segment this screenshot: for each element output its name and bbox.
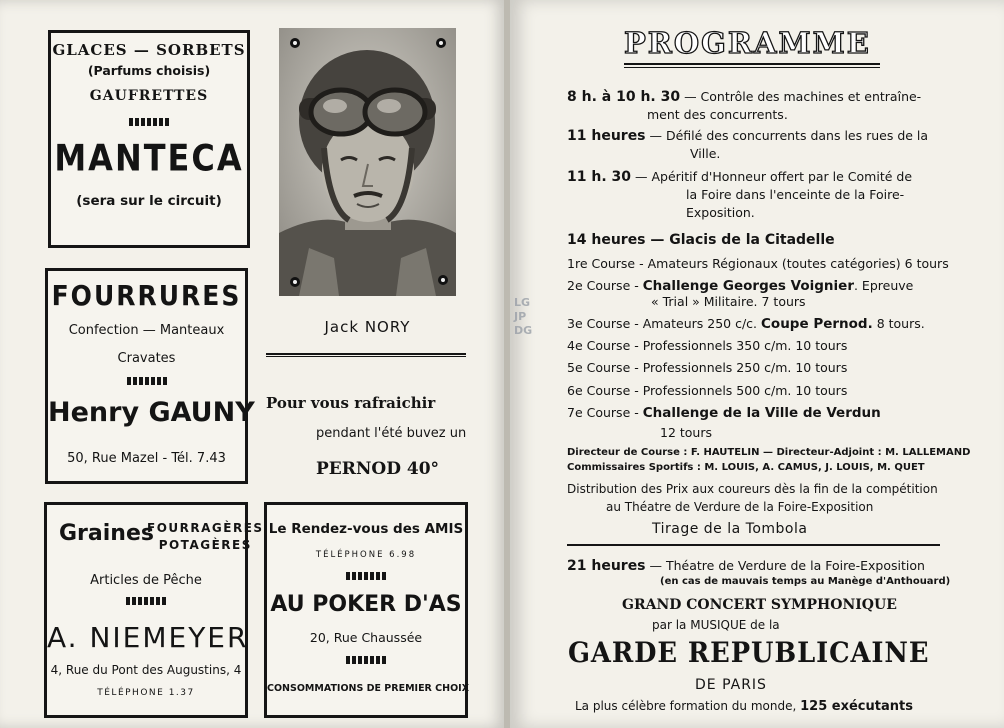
concert-by: par la MUSIQUE de la <box>652 618 780 632</box>
ad-graines-line1: Articles de Pêche <box>90 573 202 588</box>
ad-manteca-brand: MANTECA <box>54 136 244 180</box>
rider-portrait-icon <box>279 28 456 296</box>
ad-fourrures <box>45 268 255 484</box>
item-text: — Contrôle des machines et entraîne- <box>684 89 922 104</box>
course-2-cont: « Trial » Militaire. 7 tours <box>651 294 806 309</box>
item-text-cont: Exposition. <box>686 205 755 220</box>
ad-poker-footer: CONSOMMATIONS DE PREMIER CHOIX <box>267 683 470 694</box>
ad-fourrures-name: Henry GAUNY <box>48 397 255 428</box>
ad-manteca-line2: (Parfums choisis) <box>87 63 211 78</box>
item-time: 11 h. 30 <box>567 169 631 185</box>
course-3 <box>567 316 925 332</box>
ad-manteca-note: (sera sur le circuit) <box>76 193 222 209</box>
concert-title: GRAND CONCERT SYMPHONIQUE <box>622 597 897 613</box>
ornament-icon <box>129 118 169 126</box>
course-title: Challenge de la Ville de Verdun <box>642 405 881 421</box>
programme-title: PROGRAMME <box>624 26 871 60</box>
title-underline <box>624 67 880 68</box>
ad-graines-name: A. NIEMEYER <box>47 621 249 654</box>
ad-pernod-product: PERNOD 40° <box>316 459 440 479</box>
divider <box>266 356 466 357</box>
item-text: — Apéritif d'Honneur offert par le Comité de <box>634 169 913 184</box>
ad-pernod-line2: pendant l'été buvez un <box>316 426 467 441</box>
stamp-line-1: LG <box>514 296 531 309</box>
ad-poker-line1: Le Rendez-vous des AMIS <box>268 521 464 537</box>
course-dash: - <box>634 278 639 293</box>
course-text: - Professionnels 350 c/m. 10 tours <box>634 338 848 353</box>
ad-fourrures-address: 50, Rue Mazel - Tél. 7.43 <box>67 451 226 466</box>
footer-text: La plus célèbre formation du monde, <box>575 699 797 713</box>
ad-poker-phone: TÉLÉPHONE 6.98 <box>315 550 417 560</box>
course-number: 5e Course <box>567 360 631 375</box>
ornament-icon <box>346 656 386 664</box>
library-stamp <box>514 296 550 348</box>
item-text: — Théatre de Verdure de la Foire-Exposition <box>649 558 925 573</box>
divider <box>266 353 466 355</box>
course-number: 3e Course <box>567 316 631 331</box>
item-text-cont: Ville. <box>690 146 721 161</box>
ornament-icon <box>127 377 167 385</box>
course-text: 8 tours. <box>876 316 925 331</box>
course-5 <box>567 360 847 375</box>
officials-line-1: Directeur de Course : F. HAUTELIN — Directeur-Adjoint : M. LALLEMAND <box>567 447 971 458</box>
item-time: 21 heures <box>567 558 646 574</box>
course-7-cont: 12 tours <box>660 425 713 440</box>
course-number: 7e Course <box>567 405 631 420</box>
course-text: - Professionnels 500 c/m. 10 tours <box>634 383 848 398</box>
course-4 <box>567 338 847 353</box>
stamp-line-2: JP <box>514 310 527 323</box>
course-2 <box>567 278 913 294</box>
prizes-line-1: Distribution des Prix aux coureurs dès la fin de la compétition <box>567 482 938 496</box>
course-text: . Epreuve <box>853 278 914 293</box>
ad-fourrures-line1: Confection — Manteaux <box>68 323 225 338</box>
officials-line-2: Commissaires Sportifs : M. LOUIS, A. CAMUS, J. LOUIS, M. QUET <box>567 462 925 473</box>
evening-note: (en cas de mauvais temps au Manège d'Anthouard) <box>660 576 951 587</box>
item-text: — Défilé des concurrents dans les rues de la <box>649 128 929 143</box>
programme-item-3 <box>567 169 912 185</box>
course-7 <box>567 405 881 421</box>
ad-fourrures-line2: Cravates <box>117 351 176 366</box>
ad-poker-name: AU POKER D'AS <box>270 592 462 617</box>
course-number: 4e Course <box>567 338 631 353</box>
item-time: 8 h. à 10 h. 30 <box>567 89 681 105</box>
tombola: Tirage de la Tombola <box>652 521 808 537</box>
course-number: 1re Course <box>567 256 636 271</box>
ad-poker-address: 20, Rue Chaussée <box>309 630 423 645</box>
course-title: Challenge Georges Voignier <box>642 278 854 294</box>
ornament-icon <box>126 597 166 605</box>
divider <box>567 544 940 546</box>
ornament-icon <box>346 572 386 580</box>
ad-graines-type-2: POTAGÈRES <box>158 538 252 552</box>
item-time: 11 heures <box>567 128 646 144</box>
course-1 <box>567 256 949 271</box>
course-number: 2e Course <box>567 278 631 293</box>
ad-fourrures-title: FOURRURES <box>51 279 242 312</box>
ad-poker <box>264 502 468 718</box>
band-city: DE PARIS <box>695 677 767 693</box>
course-number: 6e Course <box>567 383 631 398</box>
band-name: GARDE REPUBLICAINE <box>568 636 930 669</box>
programme-item-2 <box>567 128 928 144</box>
programme-item-1 <box>567 89 921 105</box>
item-text-cont: ment des concurrents. <box>647 107 788 122</box>
programme-footer <box>575 699 913 714</box>
afternoon-heading: 14 heures — Glacis de la Citadelle <box>567 232 835 248</box>
item-text-cont: la Foire dans l'enceinte de la Foire- <box>686 187 905 202</box>
course-dash: - <box>634 405 639 420</box>
ad-manteca <box>48 30 250 248</box>
ad-manteca-line1: GLACES — SORBETS <box>52 41 246 59</box>
course-text: - Amateurs 250 c/c. <box>634 316 758 331</box>
course-6 <box>567 383 847 398</box>
ad-manteca-line3: GAUFRETTES <box>89 88 209 104</box>
ad-graines-address: 4, Rue du Pont des Augustins, 4 <box>50 663 242 677</box>
course-title: Coupe Pernod. <box>761 316 873 332</box>
ad-graines-type-1: FOURRAGÈRES <box>147 521 264 535</box>
course-text: - Professionnels 250 c/m. 10 tours <box>634 360 848 375</box>
title-underline <box>624 63 880 65</box>
course-text: - Amateurs Régionaux (toutes catégories) 6 tours <box>639 256 949 271</box>
photo-caption: Jack NORY <box>324 318 411 336</box>
ad-graines-title: Graines <box>59 521 154 546</box>
ad-graines <box>44 502 264 718</box>
ad-pernod-line1: Pour vous rafraichir <box>266 394 436 412</box>
footer-bold: 125 exécutants <box>800 699 913 714</box>
stamp-line-3: DG <box>514 324 533 337</box>
ad-graines-phone: TÉLÉPHONE 1.37 <box>97 688 195 698</box>
prizes-line-2: au Théatre de Verdure de la Foire-Exposition <box>606 500 874 514</box>
evening-item <box>567 558 925 574</box>
